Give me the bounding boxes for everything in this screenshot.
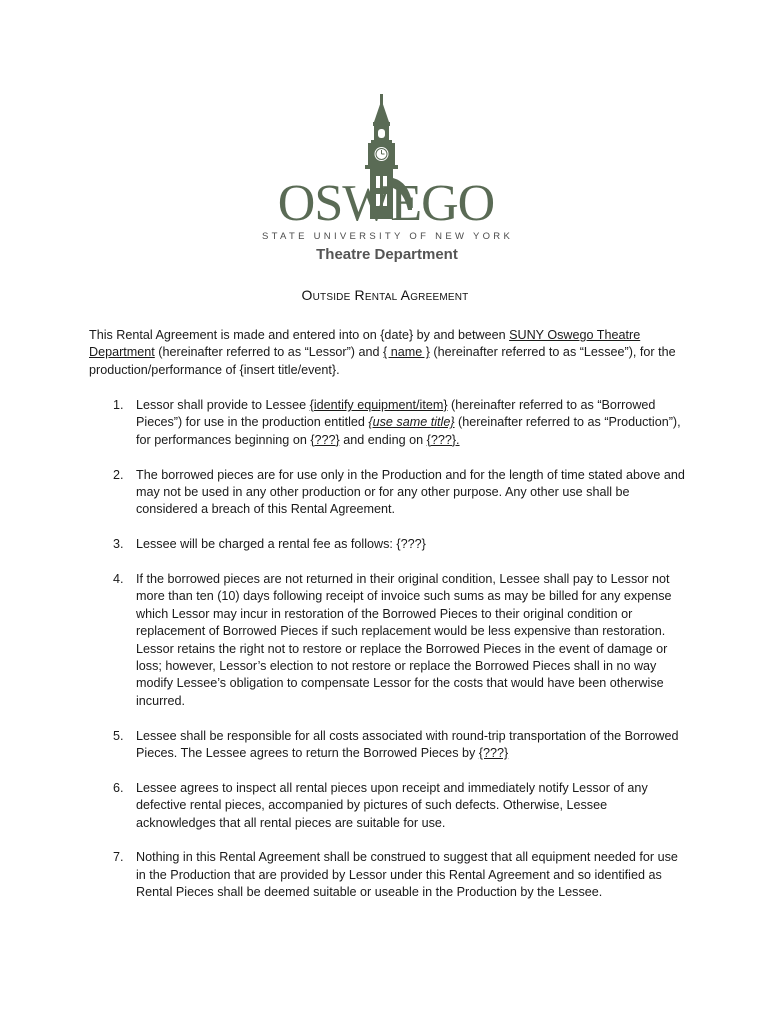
clause-number: 3. [113,537,124,552]
university-tagline: STATE UNIVERSITY OF NEW YORK [262,231,514,242]
equipment-field: {identify equipment/item} [309,398,448,412]
clause-text: Lessee agrees to inspect all rental pieces upon receipt and immediately notify Lessor of any defective rental pieces, accompanied by pictures of such defects. Otherwise, Lessee acknowledges that all rental pieces are suitable for use. [136,780,648,830]
return-date-field: {???} [478,746,509,761]
oswego-wordmark: OSWEGO [277,175,495,232]
production-title-field: {use same title} [368,415,455,430]
clause-text: Lessee will be charged a rental fee as follows: {???} [136,537,426,552]
clause-text: (hereinafter referred to as “Borrowed Pieces”) for use in the production entitled [136,398,656,430]
department-name: Theatre Department [316,246,458,263]
clause-7 [89,849,689,901]
clause-number: 6. [113,780,124,795]
lessor-name: SUNY Oswego Theatre Department [89,328,641,360]
clause-number: 1. [113,398,124,412]
clause-text: If the borrowed pieces are not returned in their original condition, Lessee shall pay to Lessor not more than ten (10) days following receipt of invoice such sums as may be billed for any expense which Lessor may incur in restoration of the Borrowed Pieces to their original condition or replacement of Borrowed Pieces if such replacement would be less expensive than restoration. Lessor retains the right not to restore or replace the Borrowed Pieces in the event of damage or loss; however, Lessor’s election to not restore or replace the Borrowed Pieces shall in no way modify Lessee’s obligation to compensate Lessor for the costs that would have been otherwise incurred. [136,572,672,708]
clause-4 [89,571,689,710]
clause-6 [89,780,689,832]
lessee-name-field: { name } [383,345,430,360]
intro-paragraph [89,327,689,379]
clause-number: 4. [113,572,124,587]
clause-2 [89,467,689,519]
document-title: Outside Rental Agreement [301,287,469,303]
clause-text: Lessor shall provide to Lessee [136,398,310,412]
start-date-field: {???} [310,432,340,447]
clause-list [89,397,689,919]
clause-text: (hereinafter referred to as “Production”), for performances beginning on [136,415,681,447]
clause-5 [89,728,689,763]
clause-text: The borrowed pieces are for use only in the Production and for the length of time stated above and may not be used in any other production or for any other purpose. Any other use shall be considered a breach of this Rental Agreement. [136,467,685,517]
clause-text: Nothing in this Rental Agreement shall be construed to suggest that all equipment needed for use in the Production that are provided by Lessor under this Rental Agreement and so identified as Rental Pieces shall be deemed suitable or useable in the Production by the Lessee. [136,850,678,900]
clause-number: 7. [113,850,124,865]
clause-3 [89,536,689,553]
intro-text-3: (hereinafter referred to as “Lessee”), for the production/performance of {insert title/event}. [89,345,676,377]
clause-number: 5. [113,728,124,743]
intro-text-1: This Rental Agreement is made and entered into on {date} by and between [89,328,510,342]
clause-1 [89,397,689,449]
clause-number: 2. [113,467,124,482]
intro-text-2: (hereinafter referred to as “Lessor”) and [154,345,384,360]
clause-text: Lessee shall be responsible for all costs associated with round-trip transportation of the Borrowed Pieces. The Lessee agrees to return the Borrowed Pieces by [136,728,679,761]
clause-text: and ending on [339,432,427,447]
end-date-field: {???}. [426,432,460,447]
